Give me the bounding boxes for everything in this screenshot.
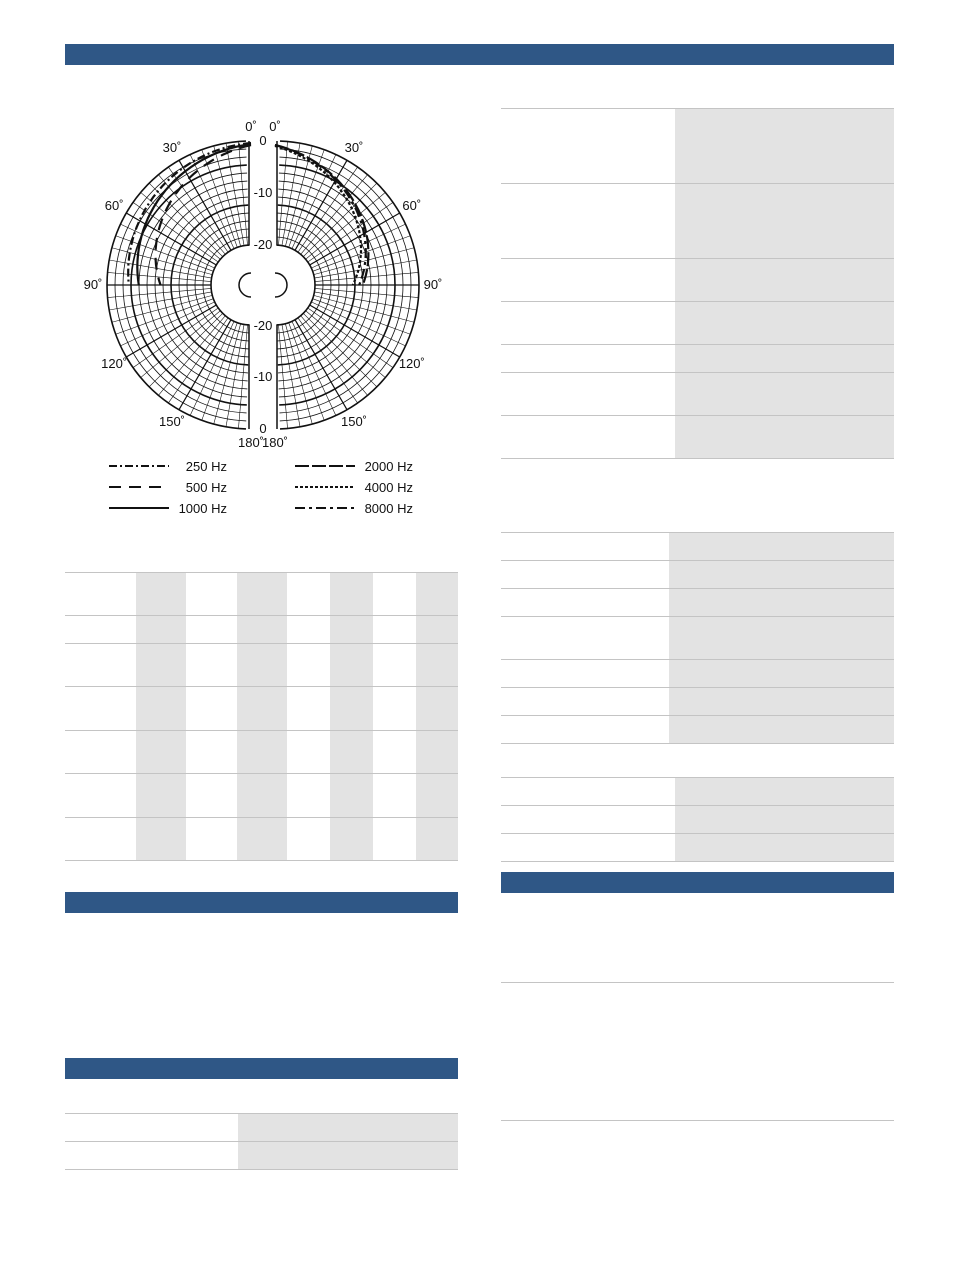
table-row [501, 533, 894, 561]
db-scale-label: -20 [253, 318, 273, 333]
table-row [65, 818, 458, 861]
angle-label-left: 60˚ [104, 198, 124, 213]
section-bar-right [501, 872, 894, 893]
table-row [65, 1114, 458, 1142]
polar-grid-radial [168, 167, 228, 252]
table-row [501, 373, 894, 416]
table-row [65, 731, 458, 774]
polar-grid-radial [190, 321, 234, 415]
polar-grid-radial [133, 308, 218, 368]
table-row [65, 616, 458, 644]
legend-label: 500 Hz [185, 480, 227, 495]
db-scale-label: -10 [253, 185, 273, 200]
polar-grid-radial [226, 143, 244, 245]
angle-label-left: 90˚ [83, 277, 103, 292]
polar-grid-radial [109, 292, 211, 310]
angle-label-right: 180˚ [261, 435, 289, 450]
section-bar-left-1 [65, 892, 458, 913]
table-row [501, 716, 894, 744]
table-row [501, 589, 894, 617]
right-spec-table-3 [501, 777, 894, 862]
divider [501, 1120, 894, 1121]
table-row [501, 416, 894, 459]
polar-grid-radial [109, 260, 211, 278]
angle-label-left: 150˚ [158, 413, 186, 429]
table-row [501, 834, 894, 862]
header-bar [65, 44, 894, 65]
polar-grid-radial [308, 202, 393, 262]
polar-center-gap [251, 270, 275, 300]
table-row [501, 688, 894, 716]
polar-grid-radial [214, 324, 241, 424]
curve-250hz [128, 143, 251, 285]
angle-label-right: 150˚ [340, 413, 368, 429]
polar-grid-radial [112, 248, 212, 275]
table-row [65, 644, 458, 687]
polar-grid-radial [298, 167, 358, 252]
right-spec-table-1 [501, 108, 894, 459]
table-row [501, 302, 894, 345]
table-row [501, 778, 894, 806]
polar-grid-radial [168, 318, 228, 403]
db-scale-label: 0 [259, 421, 267, 436]
table-row [65, 573, 458, 616]
polar-grid-radial [314, 292, 416, 310]
angle-label-left: 0˚ [245, 119, 257, 134]
angle-label-right: 60˚ [402, 198, 422, 213]
polar-grid-radial [314, 295, 414, 322]
table-row [65, 687, 458, 731]
polar-grid-radial [190, 154, 234, 248]
polar-grid-radial [282, 324, 300, 426]
table-row [501, 184, 894, 259]
polar-grid-radial [285, 324, 312, 424]
table-row [501, 806, 894, 834]
table-row [501, 617, 894, 660]
db-scale-label: 0 [259, 133, 267, 148]
polar-grid-radial [282, 143, 300, 245]
left-spec-table [65, 572, 458, 861]
angle-label-right: 120˚ [398, 356, 425, 371]
polar-grid-radial [226, 324, 244, 426]
right-spec-table-2 [501, 532, 894, 744]
angle-label-right: 0˚ [269, 119, 281, 134]
section-bar-left-2 [65, 1058, 458, 1079]
polar-grid-radial [298, 318, 358, 403]
left-bottom-table [65, 1113, 458, 1170]
table-row [501, 109, 894, 184]
db-scale-label: -10 [253, 369, 273, 384]
db-scale-label: -20 [253, 237, 273, 252]
legend-label: 8000 Hz [364, 501, 413, 516]
polar-grid-radial [292, 321, 336, 415]
legend-label: 2000 Hz [364, 459, 413, 474]
table-row [65, 774, 458, 818]
legend-label: 250 Hz [185, 459, 227, 474]
angle-label-right: 30˚ [344, 140, 364, 156]
angle-label-left: 30˚ [162, 140, 182, 156]
polar-pattern-svg [65, 110, 460, 530]
polar-grid-radial [133, 202, 218, 262]
divider [501, 982, 894, 983]
angle-label-left: 180˚ [237, 435, 265, 450]
polar-grid-radial [308, 308, 393, 368]
table-row [501, 345, 894, 373]
table-row [501, 660, 894, 688]
legend-label: 1000 Hz [178, 501, 227, 516]
angle-label-right: 90˚ [423, 277, 443, 292]
polar-grid-radial [292, 154, 336, 248]
polar-grid-radial [112, 295, 212, 322]
polar-grid-radial [214, 146, 241, 246]
legend-label: 4000 Hz [364, 480, 413, 495]
table-row [65, 1142, 458, 1170]
angle-label-left: 120˚ [101, 356, 128, 371]
table-row [501, 561, 894, 589]
table-row [501, 259, 894, 302]
polar-pattern-diagram [65, 110, 460, 530]
